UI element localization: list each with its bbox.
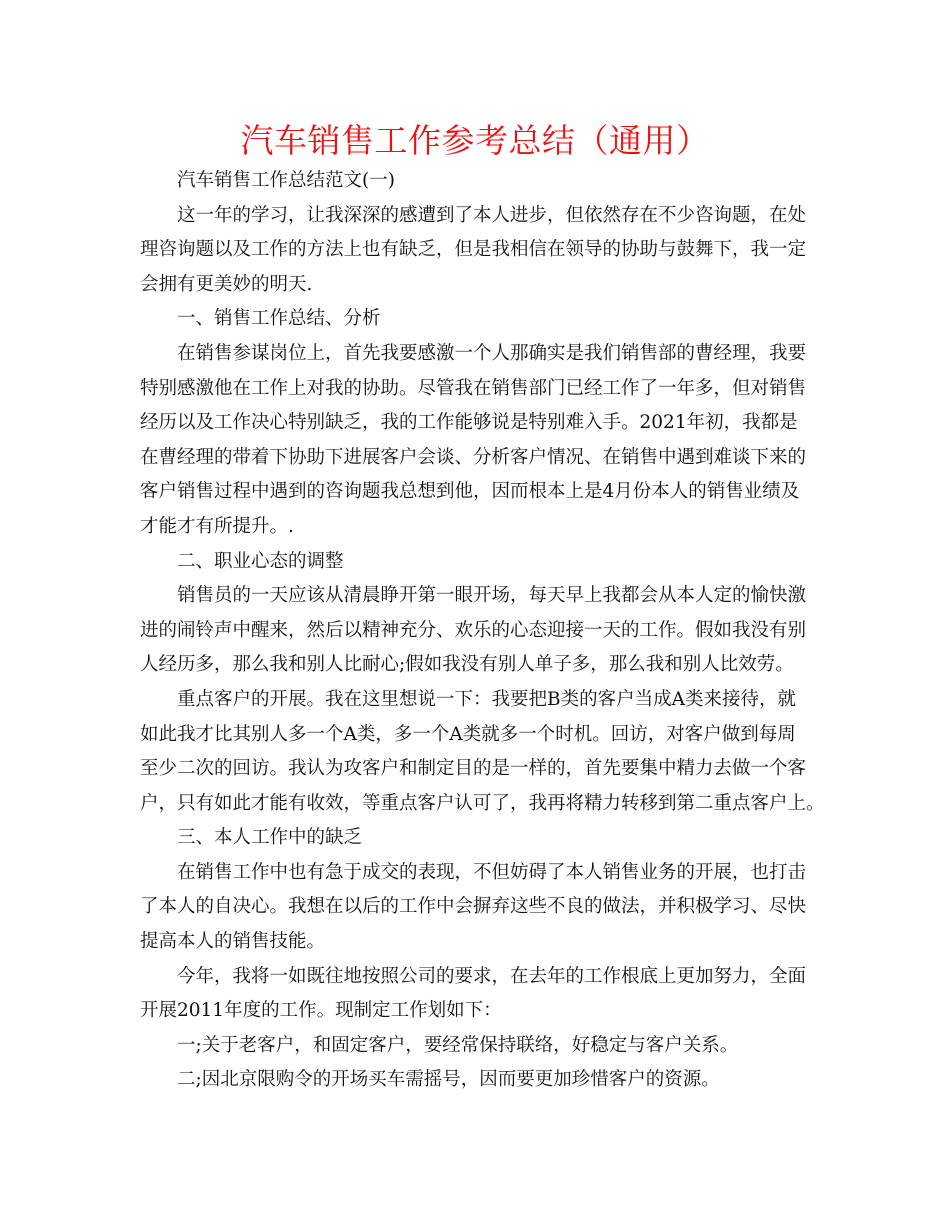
text-line: 在销售工作中也有急于成交的表现，不但妨碍了本人销售业务的开展，也打击: [177, 861, 807, 883]
text-line: 这一年的学习，让我深深的感遭到了本人进步，但依然存在不少咨询题，在处: [177, 204, 807, 226]
text-line: 特别感激他在工作上对我的协助。尽管我在销售部门已经工作了一年多，但对销售: [140, 377, 807, 399]
text-line: 客户销售过程中遇到的咨询题我总想到他，因而根本上是4月份本人的销售业绩及: [140, 481, 800, 503]
text-line: 二、职业心态的调整: [177, 550, 344, 572]
text-line: 户，只有如此才能有收效，等重点客户认可了，我再将精力转移到第二重点客户上。: [140, 792, 825, 814]
text-line: 今年，我将一如既往地按照公司的要求，在去年的工作根底上更加努力，全面: [177, 965, 807, 987]
text-line: 了本人的自决心。我想在以后的工作中会摒弃这些不良的做法，并积极学习、尽快: [140, 896, 807, 918]
text-line: 会拥有更美妙的明天.: [140, 273, 313, 295]
text-line: 在销售参谋岗位上，首先我要感激一个人那确实是我们销售部的曹经理，我要: [177, 342, 807, 364]
text-line: 三、本人工作中的缺乏: [177, 827, 363, 849]
text-line: 销售员的一天应该从清晨睁开第一眼开场，每天早上我都会从本人定的愉快激: [177, 585, 807, 607]
text-line: 汽车销售工作总结范文(一): [177, 170, 395, 191]
text-line: 人经历多，那么我和别人比耐心;假如我没有别人单子多，那么我和别人比效劳。: [140, 654, 794, 676]
text-line: 在曹经理的带着下协助下进展客户会谈、分析客户情况、在销售中遇到难谈下来的: [140, 446, 807, 468]
text-line: 一、销售工作总结、分析: [177, 308, 381, 330]
text-line: 二;因北京限购令的开场买车需摇号，因而要更加珍惜客户的资源。: [177, 1069, 720, 1091]
document-body: [140, 164, 830, 1098]
text-line: 理咨询题以及工作的方法上也有缺乏，但是我相信在领导的协助与鼓舞下，我一定: [140, 239, 807, 261]
text-line: 至少二次的回访。我认为攻客户和制定目的是一样的，首先要集中精力去做一个客: [140, 758, 807, 780]
text-line: 重点客户的开展。我在这里想说一下：我要把B类的客户当成A类来接待，就: [177, 688, 796, 710]
text-line: 才能才有所提升。.: [140, 515, 294, 537]
text-line: 如此我才比其别人多一个A类，多一个A类就多一个时机。回访，对客户做到每周: [140, 723, 796, 745]
text-line: 经历以及工作决心特别缺乏，我的工作能够说是特别难入手。2021年初，我都是: [140, 412, 798, 434]
text-line: 一;关于老客户，和固定客户，要经常保持联络，好稳定与客户关系。: [177, 1034, 739, 1056]
document-title: 汽车销售工作参考总结（通用）: [240, 121, 710, 160]
text-line: 开展2011年度的工作。现制定工作划如下：: [140, 1000, 502, 1022]
text-line: 提高本人的销售技能。: [140, 931, 326, 953]
text-line: 进的闹铃声中醒来，然后以精神充分、欢乐的心态迎接一天的工作。假如我没有别: [140, 619, 807, 641]
